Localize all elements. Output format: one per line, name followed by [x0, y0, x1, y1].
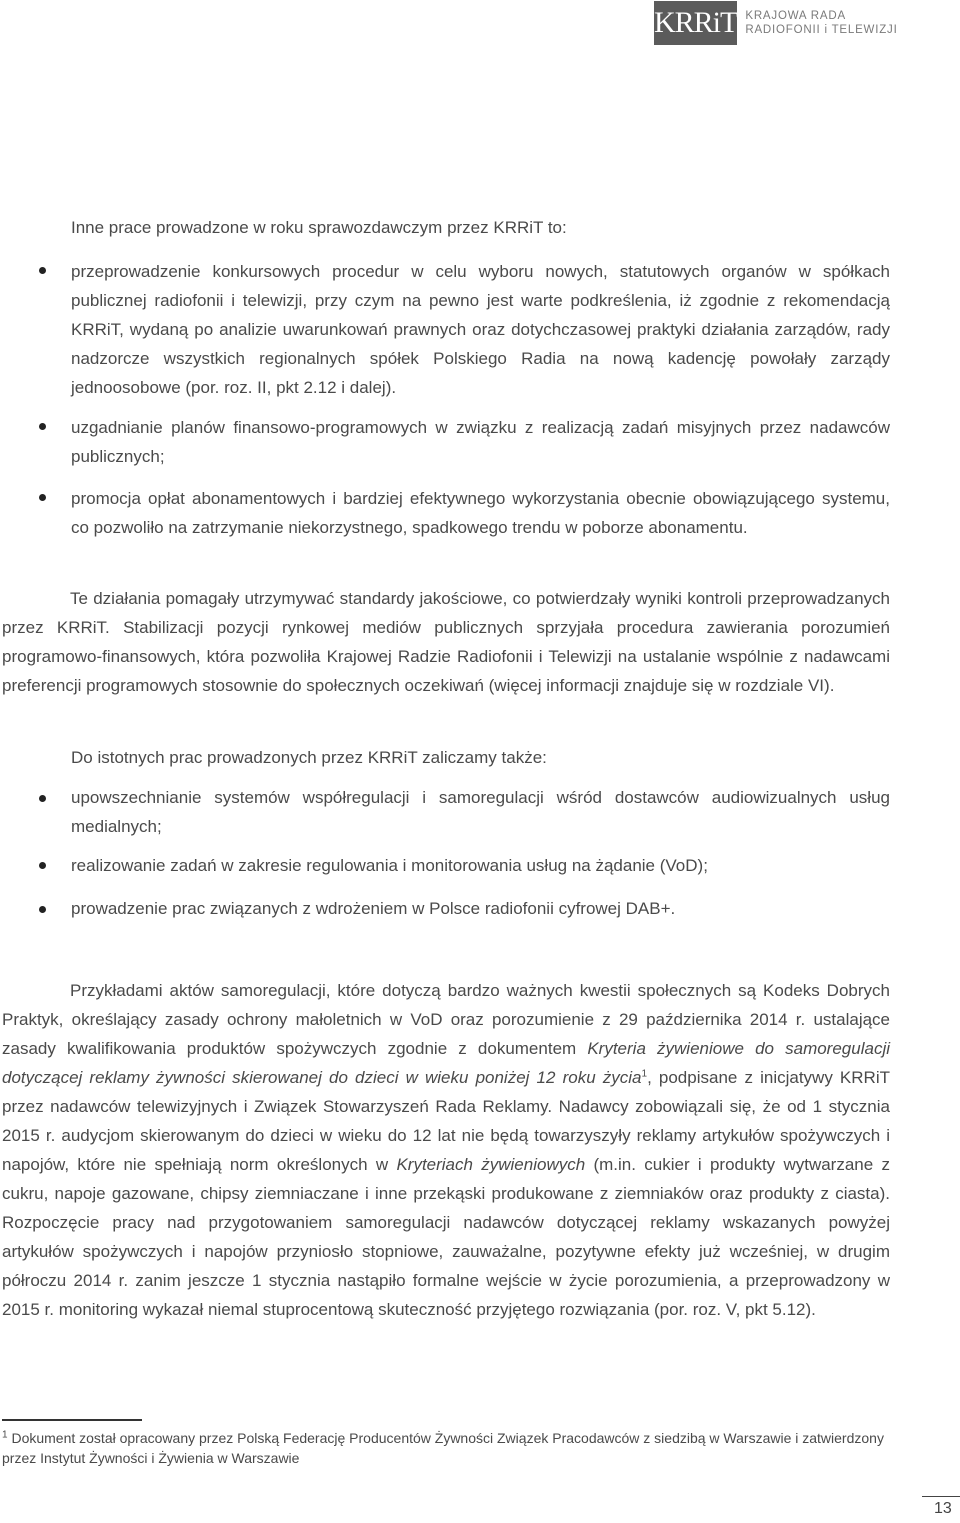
- bullet-icon: [39, 906, 46, 913]
- logo-line-2: RADIOFONII i TELEWIZJI: [745, 24, 898, 36]
- footnote-text: Dokument został opracowany przez Polską Federację Producentów Żywności Związek Pracodawców z siedzibą w Warszawie i zatwierdzony przez Instytut Żywności i Żywienia w Warszawie: [2, 1430, 884, 1466]
- list-item: przeprowadzenie konkursowych procedur w celu wyboru nowych, statutowych organów w spółkach publicznej radiofonii i telewizji, przy czym na pewno jest warte podkreślenia, iż zgodnie z rekomendacją KRRiT, wydaną po analizie uwarunkowań prawnych oraz dotychczasowej praktyki działania zarządów, rady nadzorcze wszystkich regionalnych spółek Polskiego Radia na nową kadencję powołały zarządy jednoosobowe (por. roz. II, pkt 2.12 i dalej).: [71, 262, 890, 397]
- list-item: prowadzenie prac związanych z wdrożeniem w Polsce radiofonii cyfrowej DAB+.: [71, 899, 676, 918]
- paragraph-2-italic-1: Kryteria żywieniowe do samoregulacji dotyczącej reklamy żywności skierowanej do dzieci w wieku poniżej 12 roku życia: [2, 1039, 890, 1087]
- footnote-divider: [2, 1419, 142, 1421]
- paragraph-2-part-3: (m.in. cukier i produkty wytwarzane z cukru, napoje gazowane, chipsy ziemniaczane i inne przekąski produkowane z ziemniaków oraz produkty z ciasta). Rozpoczęcie pracy nad przygotowaniem samoregulacji nadawców dotyczącej reklamy wskazanych powyżej artykułów spożywczych i napojów przyniosło stopniowe, zauważalne, pozytywne efekty już wcześniej, w drugim półroczu 2014 r. zanim jeszcze 1 stycznia nastąpiło formalne wejście w życie porozumienia, a przeprowadzony w 2015 r. monitoring wykazał niemal stuprocentową skuteczność przyjętego rozwiązania (por. roz. V, pkt 5.12).: [2, 1155, 890, 1319]
- page-number: 13: [934, 1500, 952, 1517]
- bullet-icon: [39, 494, 46, 501]
- logo-mark: KRRiT: [654, 1, 737, 45]
- list-item: upowszechnianie systemów współregulacji i samoregulacji wśród dostawców audiowizualnych usług medialnych;: [71, 788, 890, 836]
- intro-paragraph-1: Inne prace prowadzone w roku sprawozdawczym przez KRRiT to:: [71, 218, 567, 237]
- paragraph-2-part-2: , podpisane z inicjatywy KRRiT przez nadawców telewizyjnych i Związek Stowarzyszeń Rada Reklamy. Nadawcy zobowiązali się, że od 1 stycznia 2015 r. audycjom skierowanym do dzieci w wieku do 12 lat nie będą towarzyszyły reklamy artykułów spożywczych i napojów, które nie spełniają norm określonych w: [2, 1068, 890, 1174]
- logo-line-1: KRAJOWA RADA: [745, 10, 846, 22]
- bullet-icon: [39, 267, 46, 274]
- paragraph-2: [2, 976, 890, 1324]
- paragraph-1: Te działania pomagały utrzymywać standardy jakościowe, co potwierdzały wyniki kontroli przeprowadzanych przez KRRiT. Stabilizacji pozycji rynkowej mediów publicznych sprzyjała procedura zawierania porozumień programowo-finansowych, która pozwoliła Krajowej Radzie Radiofonii i Telewizji na ustalanie wspólnie z nadawcami preferencji programowych stosownie do społecznych oczekiwań (więcej informacji znajduje się w rozdziale VI).: [2, 589, 890, 695]
- bullet-icon: [39, 862, 46, 869]
- footnote: [2, 1428, 890, 1468]
- intro-paragraph-2: Do istotnych prac prowadzonych przez KRRiT zaliczamy także:: [71, 748, 547, 767]
- footnote-reference: 1: [641, 1068, 648, 1080]
- list-item: promocja opłat abonamentowych i bardziej efektywnego wykorzystania obecnie obowiązującego systemu, co pozwoliło na zatrzymanie niekorzystnego, spadkowego trendu w poborze abonamentu.: [71, 489, 890, 537]
- list-item: realizowanie zadań w zakresie regulowania i monitorowania usług na żądanie (VoD);: [71, 856, 708, 875]
- bullet-icon: [39, 423, 46, 430]
- paragraph-2-part-1: Przykładami aktów samoregulacji, które dotyczą bardzo ważnych kwestii społecznych są Kodeks Dobrych Praktyk, określający zasady ochrony małoletnich w VoD oraz porozumienie z 29 października 2014 r. ustalające zasady kwalifikowania produktów spożywczych zgodnie z dokumentem: [2, 981, 890, 1058]
- logo-text: [745, 9, 897, 37]
- list-item: uzgadnianie planów finansowo-programowych w związku z realizacją zadań misyjnych przez nadawców publicznych;: [71, 418, 890, 466]
- krrit-logo: [654, 0, 898, 46]
- footnote-mark: 1: [2, 1429, 8, 1441]
- bullet-icon: [39, 795, 46, 802]
- paragraph-2-italic-2: Kryteriach żywieniowych: [396, 1155, 586, 1174]
- page-number-divider: [922, 1496, 960, 1497]
